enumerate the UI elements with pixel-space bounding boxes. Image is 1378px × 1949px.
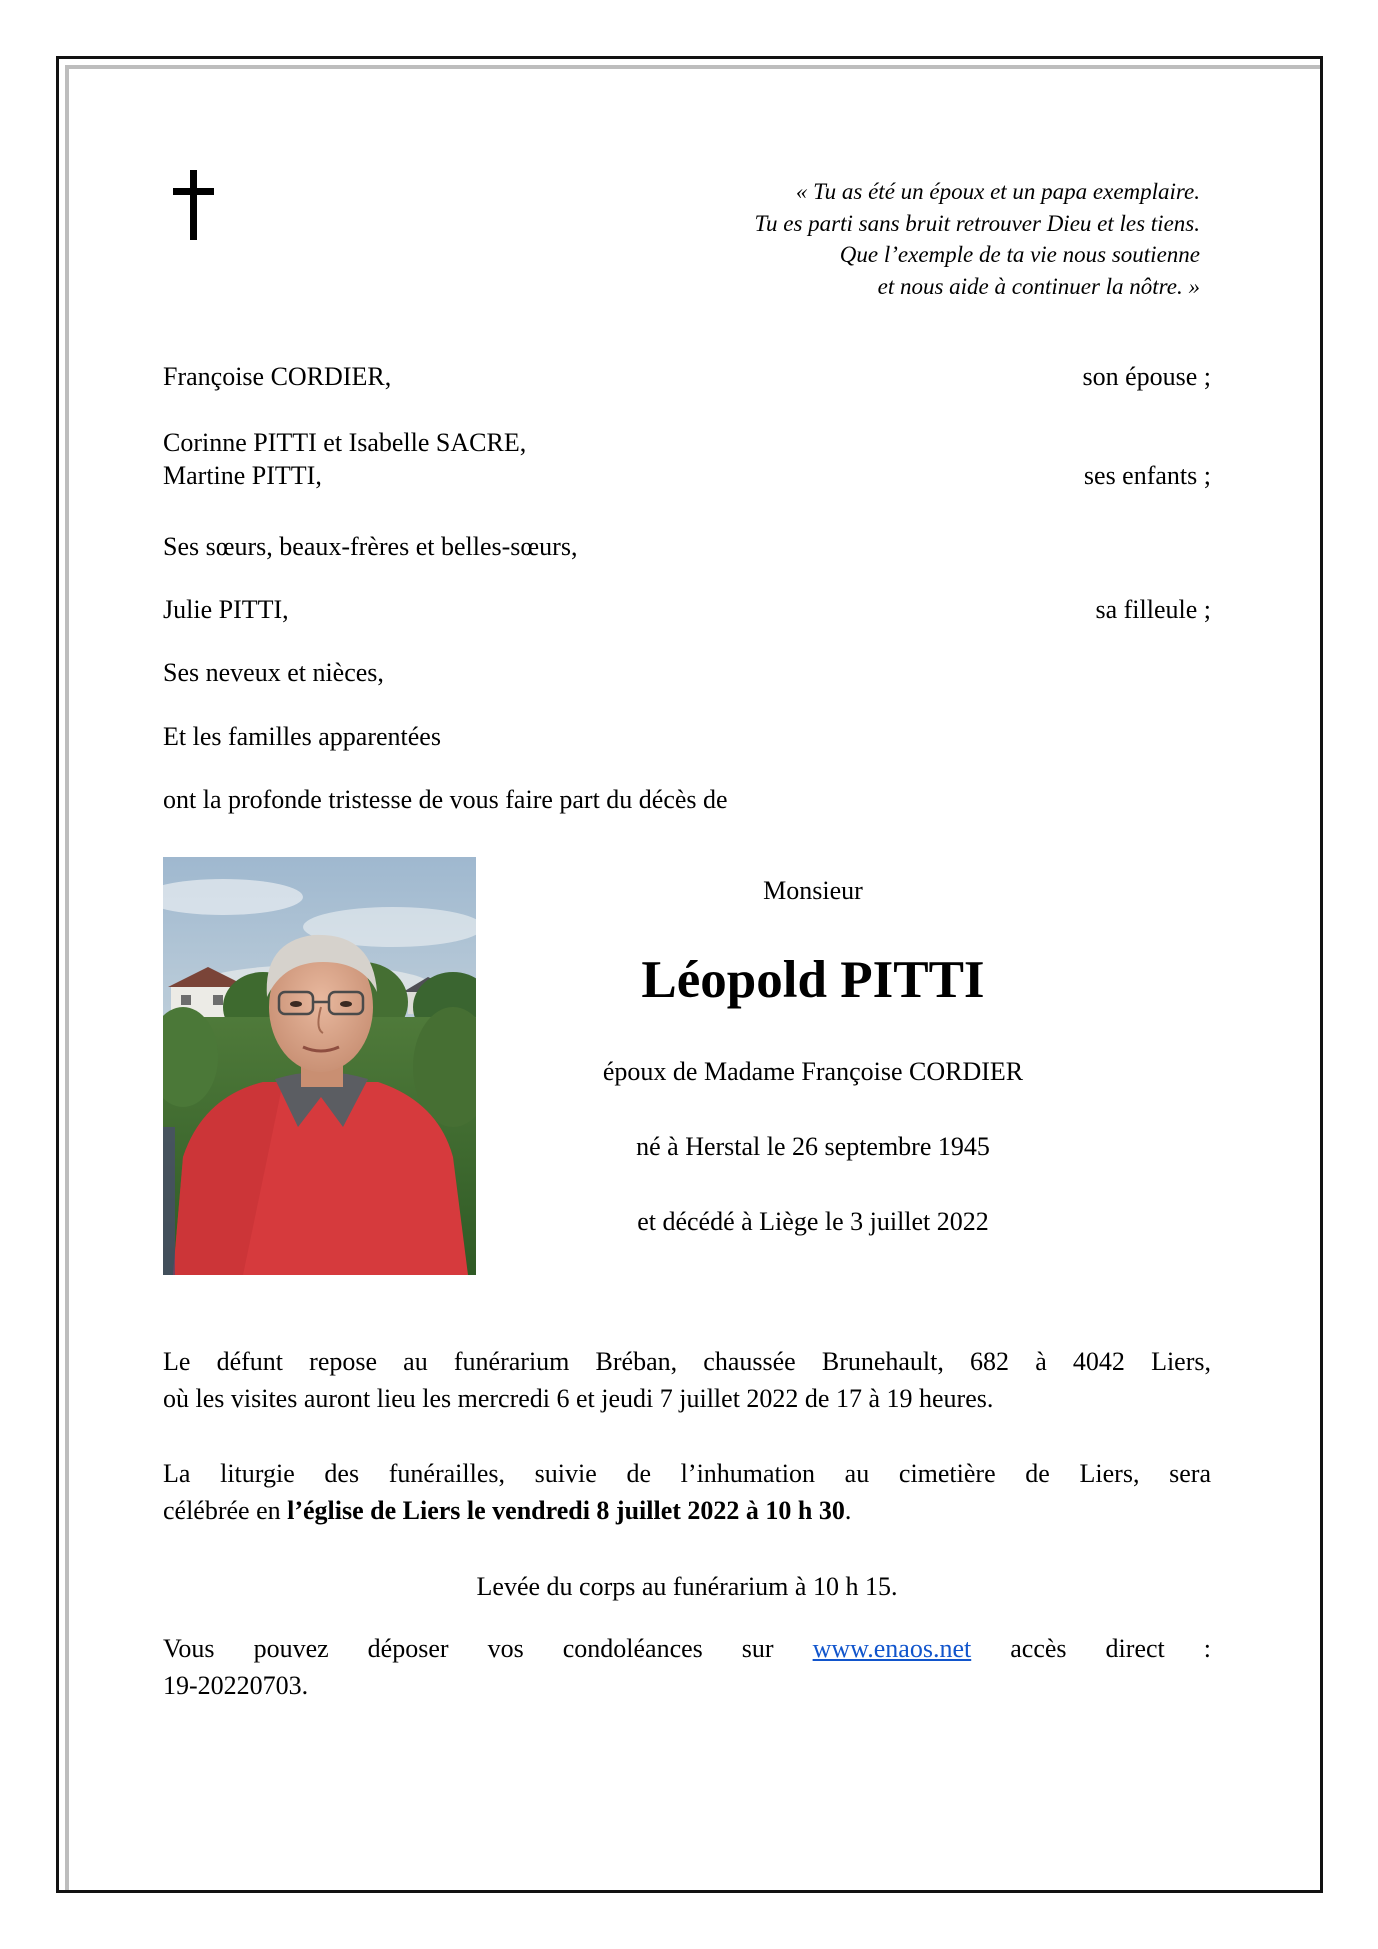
quote-line: Que l’exemple de ta vie nous soutienne	[839, 242, 1200, 267]
cross-icon	[168, 168, 218, 244]
goddaughter-role: sa filleule ;	[1095, 595, 1211, 624]
liturgy-date-bold: l’église de Liers le vendredi 8 juillet 2022 à 10 h 30	[287, 1496, 845, 1525]
quote-line: Tu es parti sans bruit retrouver Dieu et les tiens.	[754, 210, 1200, 236]
family-spouse-row	[163, 360, 1211, 393]
deceased-name: Léopold PITTI	[641, 951, 985, 1009]
spouse-name: Françoise CORDIER,	[163, 362, 392, 391]
nephews-text: Ses neveux et nièces,	[163, 658, 384, 687]
siblings-text: Ses sœurs, beaux-frères et belles-sœurs,	[163, 532, 578, 561]
levee-text: Levée du corps au funérarium à 10 h 15.	[476, 1572, 898, 1601]
liturgy-paragraph	[163, 1455, 1211, 1529]
announcement	[163, 783, 1211, 816]
children-role: ses enfants ;	[1083, 461, 1211, 490]
epitaph-quote	[580, 176, 1200, 302]
children-line1: Corinne PITTI et Isabelle SACRE,	[163, 428, 527, 457]
condolences-line1	[163, 1630, 1211, 1667]
relatives-text: Et les familles apparentées	[163, 722, 441, 751]
condolences-link[interactable]: www.enaos.net	[812, 1634, 972, 1663]
deceased-spouse: époux de Madame Françoise CORDIER	[602, 1057, 1024, 1086]
rest-line2: où les visites auront lieu les mercredi 6 et jeudi 7 juillet 2022 de 17 à 19 heures.	[163, 1384, 994, 1413]
deceased-title: Monsieur	[763, 876, 863, 905]
rest-line1: Le défunt repose au funérarium Bréban, chaussée Brunehault, 682 à 4042 Liers,	[163, 1347, 1211, 1376]
condolences-suffix: accès direct :	[1010, 1634, 1211, 1663]
condolences-paragraph	[163, 1630, 1211, 1704]
liturgy-line2	[163, 1492, 1211, 1529]
goddaughter-name: Julie PITTI,	[163, 595, 289, 624]
spouse-role: son épouse ;	[1082, 362, 1211, 391]
quote-line: et nous aide à continuer la nôtre. »	[877, 273, 1200, 299]
family-relatives	[163, 720, 1211, 753]
family-siblings	[163, 530, 1211, 563]
quote-line: « Tu as été un époux et un papa exemplaire.	[795, 179, 1200, 204]
deceased-born: né à Herstal le 26 septembre 1945	[636, 1132, 990, 1161]
children-line2: Martine PITTI,	[163, 461, 322, 490]
family-nephews	[163, 656, 1211, 689]
announcement-text: ont la profonde tristesse de vous faire part du décès de	[163, 785, 728, 814]
family-goddaughter-row	[163, 593, 1211, 626]
rest-paragraph	[163, 1343, 1211, 1417]
condolences-code: 19-20220703.	[163, 1671, 309, 1700]
deceased-photo	[163, 857, 476, 1275]
liturgy-suffix: .	[844, 1496, 852, 1525]
liturgy-line1: La liturgie des funérailles, suivie de l’inhumation au cimetière de Liers, sera	[163, 1459, 1211, 1488]
condolences-prefix: Vous pouvez déposer vos condoléances sur	[163, 1634, 774, 1663]
deceased-died: et décédé à Liège le 3 juillet 2022	[637, 1207, 989, 1236]
liturgy-prefix: célébrée en	[163, 1496, 288, 1525]
family-children-row	[163, 426, 1211, 492]
